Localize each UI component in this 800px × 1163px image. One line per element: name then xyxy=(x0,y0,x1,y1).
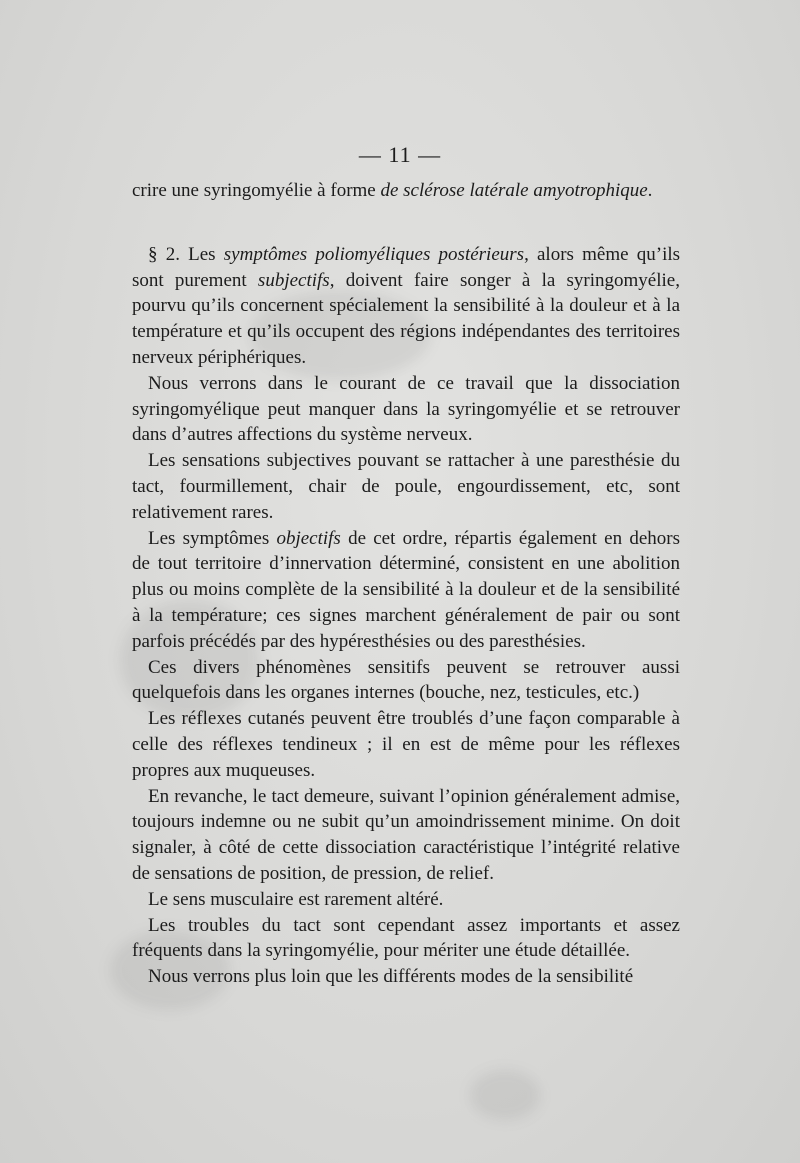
paragraph xyxy=(132,655,680,707)
text-run: Les troubles du tact sont cependant assez importants et assez fréquents dans la syringomyélie, pour mériter une étude détaillée. xyxy=(132,914,680,962)
text-run: Le sens musculaire est rarement altéré. xyxy=(148,888,444,910)
text-run: crire une syringomyélie à forme xyxy=(132,180,381,201)
italic-text: de sclérose latérale amyotrophique xyxy=(380,180,648,201)
text-run: Ces divers phénomènes sensitifs peuvent se retrouver aussi quelquefois dans les organes internes (bouche, nez, testicules, etc.) xyxy=(132,656,680,704)
paragraph xyxy=(132,178,680,204)
section-paragraph xyxy=(132,242,680,371)
italic-text: subjectifs xyxy=(257,269,330,291)
paragraph xyxy=(132,526,680,655)
text-run: Nous verrons plus loin que les différents modes de la sensibilité xyxy=(148,966,634,988)
paragraph xyxy=(132,887,680,913)
ink-stain xyxy=(470,1070,540,1120)
text-run: § 2. Les xyxy=(148,243,224,265)
paragraph xyxy=(132,706,680,783)
text-run: , alors même qu’ils sont purement xyxy=(132,243,681,291)
text-run: Nous verrons dans le courant de ce travail que la dissociation syringomyélique peut manquer dans la syringomyélie et se retrouver dans d’autres affections du système nerveux. xyxy=(132,372,680,446)
body-text xyxy=(132,178,680,990)
text-run: Les symptômes xyxy=(148,527,277,549)
paragraph xyxy=(132,913,680,965)
italic-text: symptômes poliomyéliques postérieurs xyxy=(223,243,525,265)
paragraph xyxy=(132,371,680,448)
text-run: Les sensations subjectives pouvant se rattacher à une paresthésie du tact, fourmillement, chair de poule, engourdissement, etc, sont relativement rares. xyxy=(132,450,680,523)
text-run: Les réflexes cutanés peuvent être troublés d’une façon comparable à celle des réflexes tendineux ; il en est de même pour les réflexes propres aux muqueuses. xyxy=(132,708,680,781)
paragraph xyxy=(132,964,680,990)
paragraph xyxy=(132,784,680,887)
text-run: de cet ordre, répartis également en dehors de tout territoire d’innervation déterminé, consistent en une abolition plus ou moins complète de la sensibilité à la douleur et de la sensibilité à la température; ces signes marchent généralement de pair ou sont parfois précédés par des hypéresthésies ou des paresthésies. xyxy=(132,527,680,652)
text-run: . xyxy=(647,180,653,201)
italic-text: objectifs xyxy=(276,527,341,549)
paragraph xyxy=(132,448,680,525)
text-run: , doivent faire songer à la syringomyélie, pourvu qu’ils concernent spécialement la sensibilité à la douleur et à la température et qu’ils occupent des régions indépendantes des territoires nerveux périphériques. xyxy=(132,269,680,368)
text-run: En revanche, le tact demeure, suivant l’opinion généralement admise, toujours indemne ou ne subit qu’un amoindrissement minime. On doit signaler, à côté de cette dissociation caractéristique l’intégrité relative de sensations de position, de pression, de relief. xyxy=(132,785,680,884)
page-number: — 11 — xyxy=(358,142,442,167)
